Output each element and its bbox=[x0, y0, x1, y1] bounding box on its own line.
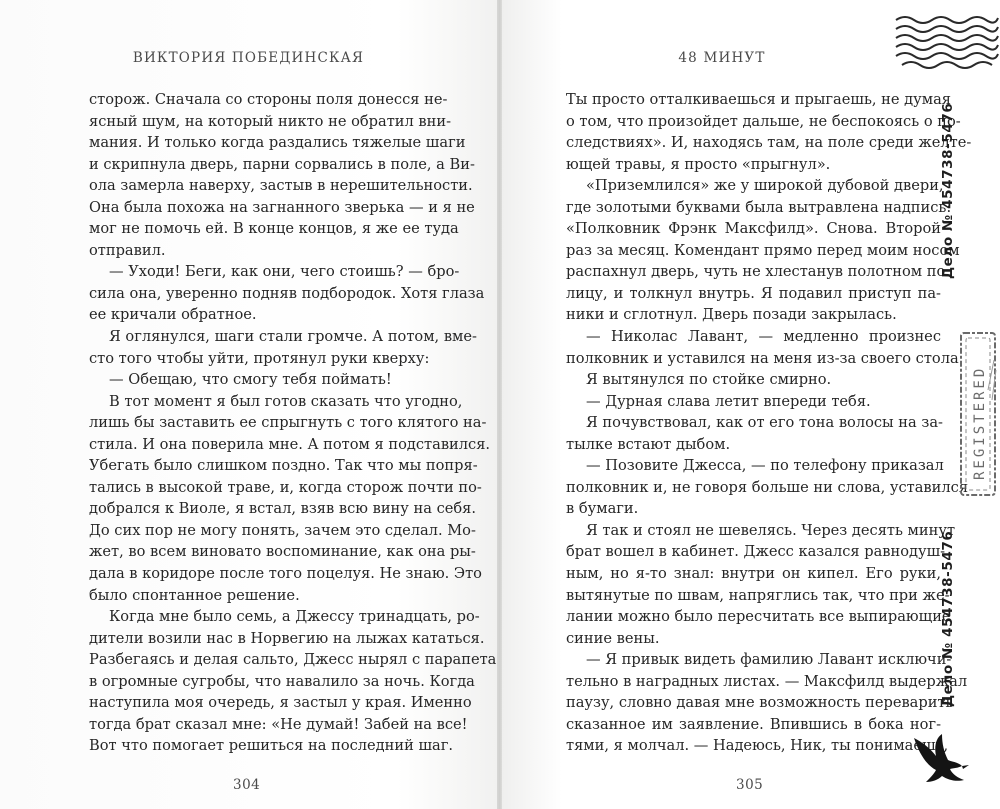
running-head-title: 48 МИНУТ bbox=[678, 50, 766, 66]
text-line: полковник и, не говоря больше ни слова, уставился bbox=[566, 478, 969, 496]
text-line: ясный шум, на который никто не обратил вни- bbox=[89, 112, 452, 130]
text-line: в огромные сугробы, что навалило за ночь. Когда bbox=[89, 672, 475, 690]
text-line: Я оглянулся, шаги стали громче. А потом, вме- bbox=[109, 328, 477, 346]
text-line: — Николас Лавант, — медленно произнес bbox=[586, 328, 941, 346]
text-line: Когда мне было семь, а Джессу тринадцать, ро- bbox=[109, 608, 480, 626]
text-line: «Приземлился» же у широкой дубовой двери, bbox=[586, 177, 944, 195]
case-number-stamp-bottom: Дело № 454738-5476 bbox=[940, 530, 956, 707]
text-line: ным, но я-то знал: внутри он кипел. Его руки, bbox=[566, 565, 941, 583]
text-line: Я вытянулся по стойке смирно. bbox=[586, 371, 832, 389]
text-line: о том, что произойдет дальше, не беспокоясь о по- bbox=[566, 112, 961, 130]
left-page-text bbox=[89, 89, 497, 757]
text-line: сказанное им заявление. Впившись в бока ног- bbox=[566, 715, 941, 733]
text-line: сила она, уверенно подняв подбородок. Хотя глаза bbox=[89, 284, 485, 302]
text-line: Убегать было слишком поздно. Так что мы попря- bbox=[89, 457, 478, 475]
text-line: следствиях». И, находясь там, на поле среди желте- bbox=[566, 134, 972, 152]
text-line: — Я привык видеть фамилию Лавант исключи- bbox=[586, 651, 952, 669]
text-line: раз за месяц. Комендант прямо перед моим носом bbox=[566, 241, 960, 259]
text-line: ники и сглотнул. Дверь позади закрылась. bbox=[566, 306, 897, 324]
left-page bbox=[0, 0, 497, 809]
text-line: тями, я молчал. — Надеюсь, Ник, ты понимаешь, bbox=[566, 737, 949, 755]
text-line: ее кричали обратное. bbox=[89, 306, 257, 324]
registered-stamp-text: REGISTERED bbox=[972, 365, 988, 480]
text-line: тогда брат сказал мне: «Не думай! Забей на все! bbox=[89, 715, 468, 733]
text-line: лишь бы заставить ее спрыгнуть с того клятого на- bbox=[89, 414, 487, 432]
text-line: синие вены. bbox=[566, 629, 660, 647]
text-line: До сих пор не могу понять, зачем это сделал. Мо- bbox=[89, 521, 476, 539]
text-line: — Обещаю, что смогу тебя поймать! bbox=[109, 371, 392, 389]
text-line: было спонтанное решение. bbox=[89, 586, 300, 604]
text-line: — Уходи! Беги, как они, чего стоишь? — бро- bbox=[109, 263, 460, 281]
text-line: тылке встают дыбом. bbox=[566, 435, 731, 453]
running-head-author: ВИКТОРИЯ ПОБЕДИНСКАЯ bbox=[132, 50, 365, 66]
text-line: дители возили нас в Норвегию на лыжах кататься. bbox=[89, 629, 485, 647]
text-line: и скрипнула дверь, парни сорвались в поле, а Ви- bbox=[89, 155, 475, 173]
text-line: мания. И только когда раздались тяжелые шаги bbox=[89, 134, 466, 152]
right-page bbox=[502, 0, 1000, 809]
text-line: брат вошел в кабинет. Джесс казался равнодуш- bbox=[566, 543, 946, 561]
text-line: В тот момент я был готов сказать что угодно, bbox=[109, 392, 463, 410]
text-line: добрался к Виоле, я встал, взяв всю вину на себя. bbox=[89, 500, 477, 518]
text-line: Разбегаясь и делая сальто, Джесс нырял с парапета bbox=[89, 651, 497, 669]
page-number-left: 304 bbox=[233, 777, 261, 793]
text-line: паузу, словно давая мне возможность переварить bbox=[566, 694, 954, 712]
text-line: полковник и уставился на меня из-за своего стола. bbox=[566, 349, 964, 367]
text-line: сто того чтобы уйти, протянул руки кверху: bbox=[89, 349, 430, 367]
text-line: Вот что помогает решиться на последний шаг. bbox=[89, 737, 454, 755]
text-line: ола замерла наверху, застыв в нерешительности. bbox=[89, 177, 473, 195]
text-line: «Полковник Фрэнк Максфилд». Снова. Второй bbox=[566, 220, 941, 238]
postmark-wave-icon bbox=[892, 12, 1000, 70]
text-line: дала в коридоре после того поцелуя. Не знаю. Это bbox=[89, 565, 482, 583]
registered-stamp bbox=[958, 330, 998, 498]
case-number-stamp-top: Дело № 454738-5476 bbox=[940, 102, 956, 279]
text-line: лицу, и толкнул внутрь. Я подавил приступ па- bbox=[566, 284, 941, 302]
text-line: мог не помочь ей. В конце концов, я же ее туда bbox=[89, 220, 459, 238]
text-line: тельно в наградных листах. — Максфилд выдержал bbox=[566, 672, 968, 690]
text-line: Она была похожа на загнанного зверька — и я не bbox=[89, 198, 475, 216]
text-line: Ты просто отталкиваешься и прыгаешь, не думая bbox=[566, 91, 952, 108]
text-line: ющей травы, я просто «прыгнул». bbox=[566, 155, 831, 173]
text-line: тались в высокой траве, и, когда сторож почти по- bbox=[89, 478, 482, 496]
text-line: Я почувствовал, как от его тона волосы на за- bbox=[586, 414, 943, 432]
text-line: сторож. Сначала со стороны поля донесся не- bbox=[89, 91, 448, 108]
text-line: вытянутые по швам, напряглись так, что при же- bbox=[566, 586, 950, 604]
text-line: отправил. bbox=[89, 241, 166, 259]
text-line: жет, во всем виновато воспоминание, как она ры- bbox=[89, 543, 476, 561]
text-line: распахнул дверь, чуть не хлестанув полотном по bbox=[566, 263, 946, 281]
text-line: в бумаги. bbox=[566, 500, 639, 518]
text-line: — Дурная слава летит впереди тебя. bbox=[586, 392, 871, 410]
text-line: где золотыми буквами была вытравлена надпись: bbox=[566, 198, 952, 216]
text-line: лании можно было пересчитать все выпирающие bbox=[566, 608, 951, 626]
text-line: стила. И она поверила мне. А потом я подставился. bbox=[89, 435, 491, 453]
text-line: наступила моя очередь, я застыл у края. Именно bbox=[89, 694, 472, 712]
text-line: — Позовите Джесса, — по телефону приказал bbox=[586, 457, 944, 475]
text-line: Я так и стоял не шевелясь. Через десять минут bbox=[586, 521, 956, 539]
flying-bird-icon bbox=[912, 732, 970, 786]
page-number-right: 305 bbox=[736, 777, 764, 793]
